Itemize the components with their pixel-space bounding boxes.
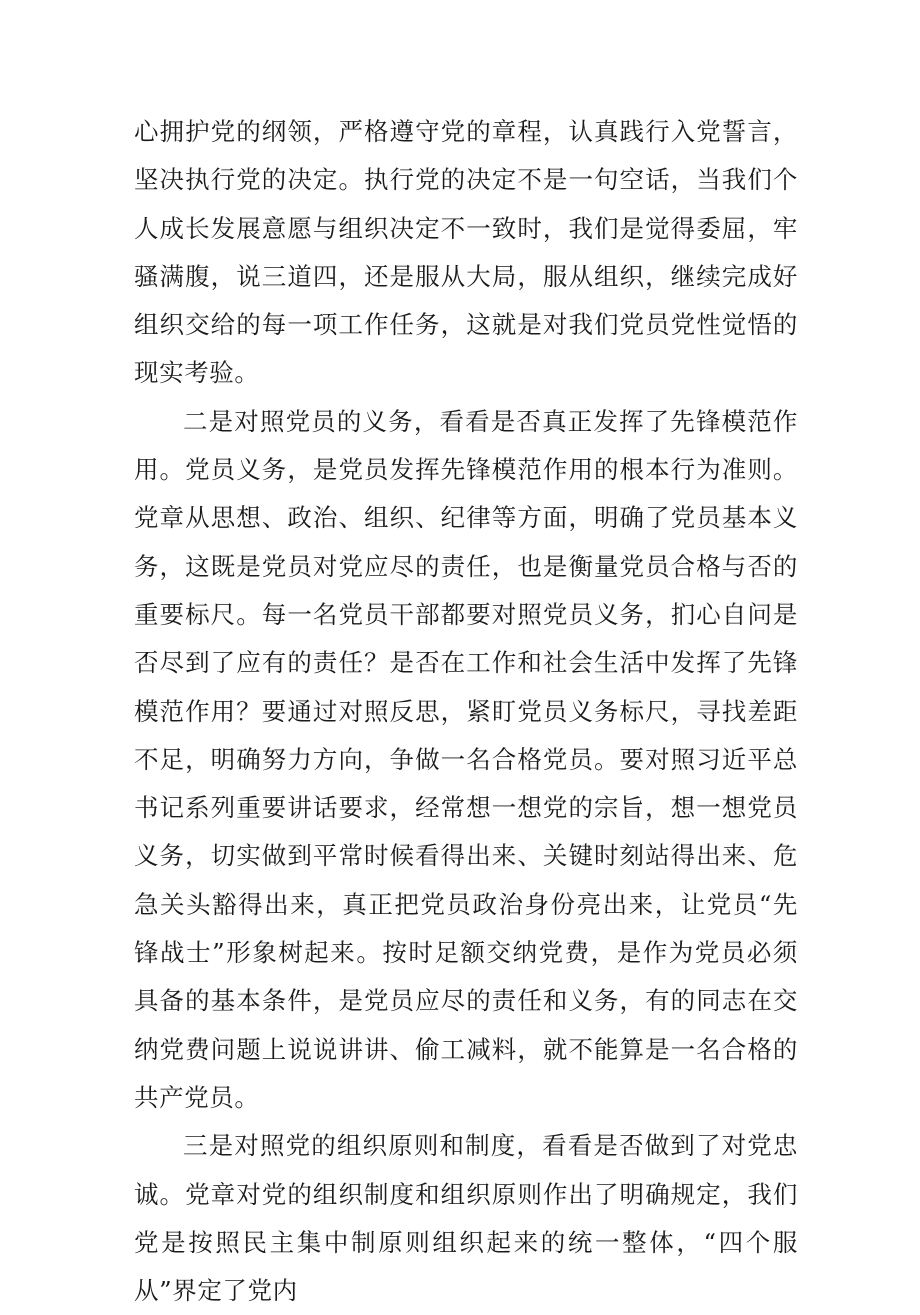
document-body	[134, 108, 798, 1315]
paragraph-3: 三是对照党的组织原则和制度，看看是否做到了对党忠诚。党章对党的组织制度和组织原则作出了明确规定，我们党是按照民主集中制原则组织起来的统一整体，“四个服从”界定了党内	[134, 1131, 798, 1306]
paragraph-1: 心拥护党的纲领，严格遵守党的章程，认真践行入党誓言，坚决执行党的决定。执行党的决定不是一句空话，当我们个人成长发展意愿与组织决定不一致时，我们是觉得委屈，牢骚满腹，说三道四，还是服从大局，服从组织，继续完成好组织交给的每一项工作任务，这就是对我们党员党性觉悟的现实考验。	[134, 117, 798, 388]
paragraph-2: 二是对照党员的义务，看看是否真正发挥了先锋模范作用。党员义务，是党员发挥先锋模范作用的根本行为准则。党章从思想、政治、组织、纪律等方面，明确了党员基本义务，这既是党员对党应尽的责任，也是衡量党员合格与否的重要标尺。每一名党员干部都要对照党员义务，扪心自问是否尽到了应有的责任？是否在工作和社会生活中发挥了先锋模范作用？要通过对照反思，紧盯党员义务标尺，寻找差距不足，明确努力方向，争做一名合格党员。要对照习近平总书记系列重要讲话要求，经常想一想党的宗旨，想一想党员义务，切实做到平常时候看得出来、关键时刻站得出来、危急关头豁得出来，真正把党员政治身份亮出来，让党员“先锋战士”形象树起来。按时足额交纳党费，是作为党员必须具备的基本条件，是党员应尽的责任和义务，有的同志在交纳党费问题上说说讲讲、偷工减料，就不能算是一名合格的共产党员。	[134, 406, 798, 1112]
